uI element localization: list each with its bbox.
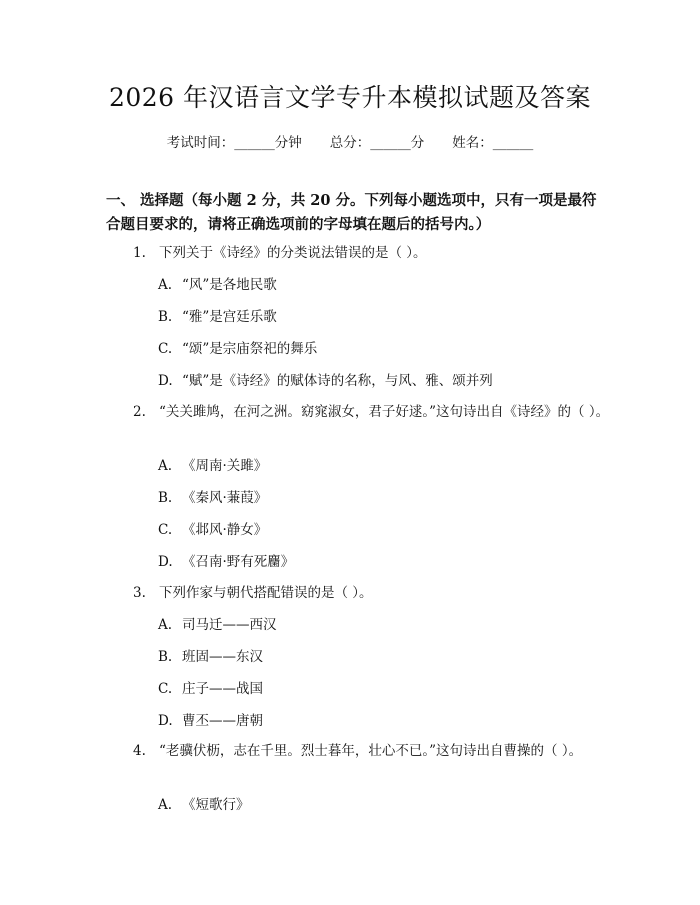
question-2-option-c [158, 519, 267, 541]
section-heading: 一、 选择题（每小题 2 分，共 20 分。下列每小题选项中，只有一项是最符合题目要求的，请将正确选项前的字母填在题后的括号内。） [106, 192, 597, 233]
question-text: “老骥伏枥，志在千里。烈士暮年，壮心不已。”这句诗出自曹操的（ ）。 [159, 743, 583, 759]
option-letter: B. [158, 490, 173, 506]
option-text: 《邶风·静女》 [182, 522, 268, 538]
page-title: 2026 年汉语言文学专升本模拟试题及答案 [108, 83, 592, 112]
option-text: 《秦风·蒹葭》 [182, 490, 268, 506]
option-letter: C. [158, 341, 173, 357]
question-1 [133, 242, 613, 264]
option-letter: A. [158, 797, 173, 813]
exam-time-field: 考试时间：______分钟 [166, 135, 302, 151]
question-4-option-a [158, 794, 250, 816]
option-letter: B. [158, 649, 173, 665]
option-text: 《短歌行》 [182, 797, 250, 813]
question-3 [133, 582, 613, 604]
question-number: 2. [133, 404, 146, 420]
question-1-option-d [158, 370, 493, 392]
option-text: 庄子——战国 [182, 681, 263, 697]
option-letter: C. [158, 522, 173, 538]
option-text: “颂”是宗庙祭祀的舞乐 [182, 341, 318, 357]
question-number: 3. [133, 585, 146, 601]
question-text: 下列关于《诗经》的分类说法错误的是（ ）。 [159, 245, 427, 261]
student-name-field: 姓名：______ [452, 135, 534, 151]
option-text: 司马迁——西汉 [182, 617, 277, 633]
option-letter: D. [158, 373, 173, 389]
option-letter: A. [158, 617, 173, 633]
option-text: “赋”是《诗经》的赋体诗的名称，与风、雅、颂并列 [182, 373, 493, 389]
exam-info-line [0, 131, 700, 151]
option-letter: B. [158, 309, 173, 325]
question-3-option-a [158, 614, 277, 636]
option-letter: C. [158, 681, 173, 697]
option-text: 《召南·野有死麕》 [182, 554, 295, 570]
option-text: 曹丕——唐朝 [182, 713, 263, 729]
question-3-option-c [158, 678, 263, 700]
option-letter: A. [158, 458, 173, 474]
question-2-option-d [158, 551, 294, 573]
question-text: 下列作家与朝代搭配错误的是（ ）。 [159, 585, 373, 601]
option-text: “雅”是宫廷乐歌 [182, 309, 277, 325]
question-text: “关关雎鸠，在河之洲。窈窕淑女，君子好逑。”这句诗出自《诗经》的（ ）。 [159, 404, 610, 420]
option-letter: D. [158, 713, 173, 729]
question-3-option-b [158, 646, 263, 668]
question-number: 4. [133, 743, 146, 759]
question-1-option-c [158, 338, 317, 360]
question-3-option-d [158, 710, 263, 732]
question-2 [106, 401, 612, 423]
question-4 [106, 740, 612, 762]
option-letter: D. [158, 554, 173, 570]
question-1-option-a [158, 274, 277, 296]
question-2-option-a [158, 455, 267, 477]
option-text: 班固——东汉 [182, 649, 263, 665]
option-letter: A. [158, 277, 173, 293]
question-2-option-b [158, 487, 267, 509]
option-text: 《周南·关雎》 [182, 458, 268, 474]
question-1-option-b [158, 306, 277, 328]
option-text: “风”是各地民歌 [182, 277, 277, 293]
question-number: 1. [133, 245, 146, 261]
total-score-field: 总分：______分 [329, 135, 425, 151]
